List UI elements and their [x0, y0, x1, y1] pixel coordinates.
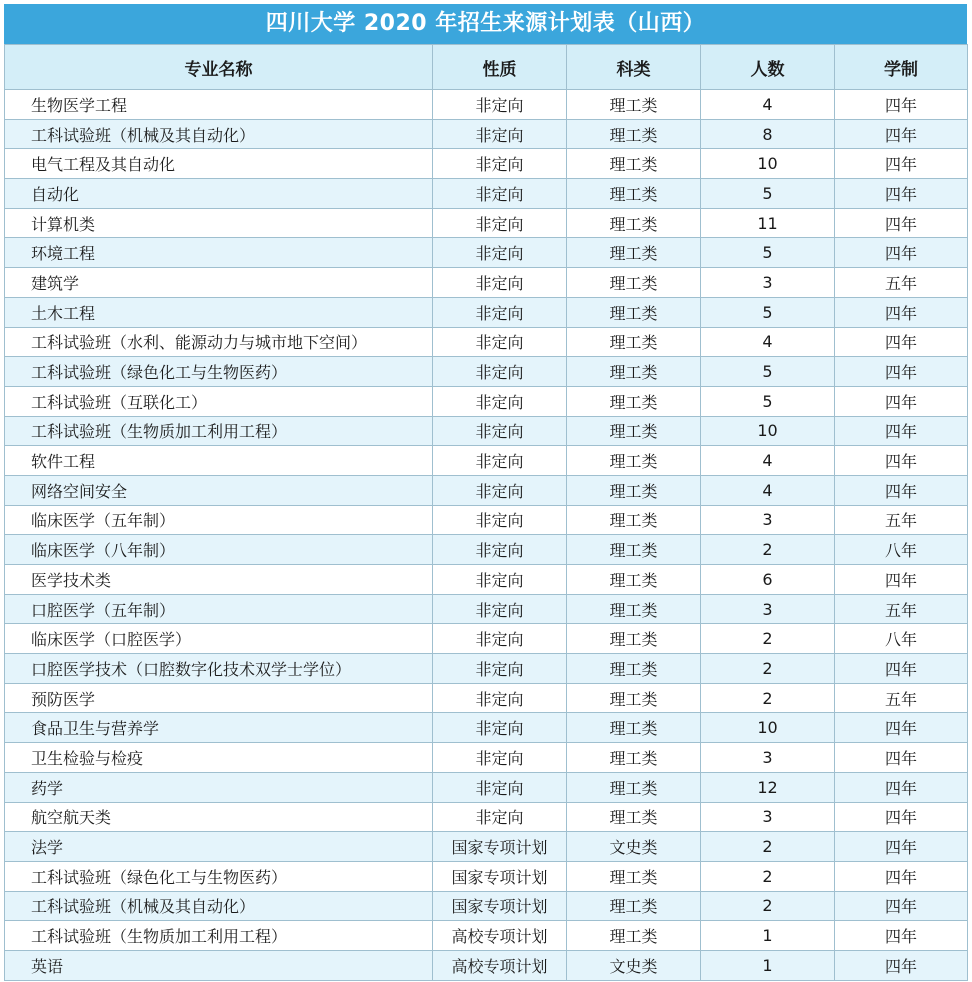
duration-cell: 四年	[835, 475, 968, 505]
subject-cell: 理工类	[567, 743, 701, 773]
count-cell: 2	[701, 832, 835, 862]
table-row	[5, 594, 968, 624]
subject-cell: 理工类	[567, 238, 701, 268]
nature-cell: 非定向	[433, 475, 567, 505]
nature-cell: 非定向	[433, 535, 567, 565]
subject-cell: 理工类	[567, 535, 701, 565]
count-cell: 6	[701, 565, 835, 595]
table-row	[5, 772, 968, 802]
count-cell: 10	[701, 713, 835, 743]
duration-cell: 四年	[835, 90, 968, 120]
duration-cell: 四年	[835, 802, 968, 832]
table-row	[5, 119, 968, 149]
table-row	[5, 446, 968, 476]
major-name-cell: 工科试验班（机械及其自动化）	[5, 891, 433, 921]
duration-cell: 四年	[835, 921, 968, 951]
major-name-cell: 工科试验班（机械及其自动化）	[5, 119, 433, 149]
nature-cell: 非定向	[433, 357, 567, 387]
table-row	[5, 624, 968, 654]
count-cell: 2	[701, 861, 835, 891]
nature-cell: 非定向	[433, 119, 567, 149]
count-cell: 2	[701, 654, 835, 684]
major-name-cell: 工科试验班（互联化工）	[5, 386, 433, 416]
table-row	[5, 179, 968, 209]
count-cell: 3	[701, 743, 835, 773]
table-row	[5, 654, 968, 684]
table-row	[5, 535, 968, 565]
table-row	[5, 921, 968, 951]
major-name-cell: 环境工程	[5, 238, 433, 268]
major-name-cell: 工科试验班（绿色化工与生物医药）	[5, 861, 433, 891]
table-title: 四川大学 2020 年招生来源计划表（山西）	[4, 4, 967, 44]
major-name-cell: 口腔医学技术（口腔数字化技术双学士学位）	[5, 654, 433, 684]
major-name-cell: 建筑学	[5, 268, 433, 298]
table-row	[5, 861, 968, 891]
table-row	[5, 802, 968, 832]
duration-cell: 四年	[835, 357, 968, 387]
subject-cell: 理工类	[567, 268, 701, 298]
major-name-cell: 医学技术类	[5, 565, 433, 595]
nature-cell: 非定向	[433, 386, 567, 416]
subject-cell: 理工类	[567, 565, 701, 595]
duration-cell: 四年	[835, 654, 968, 684]
nature-cell: 非定向	[433, 238, 567, 268]
duration-cell: 四年	[835, 238, 968, 268]
table-row	[5, 475, 968, 505]
duration-cell: 四年	[835, 386, 968, 416]
table-row	[5, 832, 968, 862]
count-cell: 5	[701, 238, 835, 268]
nature-cell: 非定向	[433, 446, 567, 476]
nature-cell: 非定向	[433, 713, 567, 743]
count-cell: 4	[701, 446, 835, 476]
duration-cell: 四年	[835, 179, 968, 209]
table-row	[5, 891, 968, 921]
nature-cell: 非定向	[433, 654, 567, 684]
subject-cell: 理工类	[567, 505, 701, 535]
count-cell: 4	[701, 475, 835, 505]
nature-cell: 非定向	[433, 149, 567, 179]
count-cell: 5	[701, 357, 835, 387]
table-row	[5, 268, 968, 298]
duration-cell: 四年	[835, 416, 968, 446]
count-cell: 10	[701, 416, 835, 446]
major-name-cell: 卫生检验与检疫	[5, 743, 433, 773]
count-cell: 1	[701, 950, 835, 980]
duration-cell: 四年	[835, 446, 968, 476]
column-header-major: 专业名称	[5, 45, 433, 90]
major-name-cell: 法学	[5, 832, 433, 862]
nature-cell: 高校专项计划	[433, 921, 567, 951]
duration-cell: 四年	[835, 861, 968, 891]
subject-cell: 理工类	[567, 683, 701, 713]
table-row	[5, 743, 968, 773]
subject-cell: 理工类	[567, 891, 701, 921]
enrollment-plan-table	[4, 44, 968, 981]
nature-cell: 非定向	[433, 802, 567, 832]
duration-cell: 四年	[835, 891, 968, 921]
subject-cell: 理工类	[567, 861, 701, 891]
count-cell: 5	[701, 386, 835, 416]
duration-cell: 四年	[835, 950, 968, 980]
subject-cell: 理工类	[567, 654, 701, 684]
column-header-nature: 性质	[433, 45, 567, 90]
major-name-cell: 生物医学工程	[5, 90, 433, 120]
subject-cell: 理工类	[567, 90, 701, 120]
table-row	[5, 297, 968, 327]
column-header-subject: 科类	[567, 45, 701, 90]
count-cell: 2	[701, 535, 835, 565]
table-row	[5, 357, 968, 387]
count-cell: 5	[701, 297, 835, 327]
subject-cell: 文史类	[567, 950, 701, 980]
nature-cell: 非定向	[433, 297, 567, 327]
count-cell: 3	[701, 505, 835, 535]
count-cell: 2	[701, 624, 835, 654]
duration-cell: 四年	[835, 565, 968, 595]
major-name-cell: 电气工程及其自动化	[5, 149, 433, 179]
major-name-cell: 航空航天类	[5, 802, 433, 832]
subject-cell: 理工类	[567, 624, 701, 654]
subject-cell: 理工类	[567, 208, 701, 238]
nature-cell: 非定向	[433, 772, 567, 802]
major-name-cell: 土木工程	[5, 297, 433, 327]
count-cell: 2	[701, 891, 835, 921]
duration-cell: 四年	[835, 297, 968, 327]
duration-cell: 五年	[835, 505, 968, 535]
count-cell: 1	[701, 921, 835, 951]
subject-cell: 文史类	[567, 832, 701, 862]
nature-cell: 高校专项计划	[433, 950, 567, 980]
nature-cell: 非定向	[433, 416, 567, 446]
count-cell: 5	[701, 179, 835, 209]
table-header	[5, 45, 968, 90]
nature-cell: 非定向	[433, 268, 567, 298]
duration-cell: 四年	[835, 149, 968, 179]
column-header-duration: 学制	[835, 45, 968, 90]
table-row	[5, 327, 968, 357]
duration-cell: 四年	[835, 743, 968, 773]
major-name-cell: 临床医学（口腔医学）	[5, 624, 433, 654]
subject-cell: 理工类	[567, 772, 701, 802]
table-row	[5, 505, 968, 535]
nature-cell: 非定向	[433, 743, 567, 773]
nature-cell: 国家专项计划	[433, 891, 567, 921]
major-name-cell: 工科试验班（生物质加工利用工程）	[5, 921, 433, 951]
subject-cell: 理工类	[567, 802, 701, 832]
table-row	[5, 950, 968, 980]
major-name-cell: 英语	[5, 950, 433, 980]
subject-cell: 理工类	[567, 594, 701, 624]
subject-cell: 理工类	[567, 297, 701, 327]
table-row	[5, 90, 968, 120]
subject-cell: 理工类	[567, 446, 701, 476]
duration-cell: 四年	[835, 327, 968, 357]
subject-cell: 理工类	[567, 149, 701, 179]
count-cell: 10	[701, 149, 835, 179]
table-row	[5, 208, 968, 238]
table-row	[5, 713, 968, 743]
count-cell: 4	[701, 327, 835, 357]
table-row	[5, 565, 968, 595]
major-name-cell: 药学	[5, 772, 433, 802]
major-name-cell: 自动化	[5, 179, 433, 209]
major-name-cell: 口腔医学（五年制）	[5, 594, 433, 624]
duration-cell: 五年	[835, 594, 968, 624]
duration-cell: 四年	[835, 713, 968, 743]
nature-cell: 非定向	[433, 90, 567, 120]
nature-cell: 非定向	[433, 594, 567, 624]
duration-cell: 八年	[835, 535, 968, 565]
duration-cell: 五年	[835, 683, 968, 713]
count-cell: 3	[701, 268, 835, 298]
duration-cell: 四年	[835, 772, 968, 802]
major-name-cell: 工科试验班（水利、能源动力与城市地下空间）	[5, 327, 433, 357]
nature-cell: 非定向	[433, 327, 567, 357]
nature-cell: 非定向	[433, 683, 567, 713]
duration-cell: 五年	[835, 268, 968, 298]
table-row	[5, 416, 968, 446]
subject-cell: 理工类	[567, 713, 701, 743]
duration-cell: 四年	[835, 208, 968, 238]
header-row	[5, 45, 968, 90]
major-name-cell: 预防医学	[5, 683, 433, 713]
table-row	[5, 238, 968, 268]
count-cell: 4	[701, 90, 835, 120]
subject-cell: 理工类	[567, 327, 701, 357]
duration-cell: 四年	[835, 119, 968, 149]
count-cell: 3	[701, 802, 835, 832]
major-name-cell: 临床医学（八年制）	[5, 535, 433, 565]
duration-cell: 八年	[835, 624, 968, 654]
count-cell: 8	[701, 119, 835, 149]
table-body	[5, 90, 968, 981]
subject-cell: 理工类	[567, 357, 701, 387]
table-row	[5, 149, 968, 179]
major-name-cell: 计算机类	[5, 208, 433, 238]
nature-cell: 非定向	[433, 208, 567, 238]
major-name-cell: 软件工程	[5, 446, 433, 476]
count-cell: 11	[701, 208, 835, 238]
table-row	[5, 386, 968, 416]
nature-cell: 国家专项计划	[433, 861, 567, 891]
major-name-cell: 工科试验班（生物质加工利用工程）	[5, 416, 433, 446]
table-row	[5, 683, 968, 713]
nature-cell: 非定向	[433, 565, 567, 595]
subject-cell: 理工类	[567, 386, 701, 416]
major-name-cell: 临床医学（五年制）	[5, 505, 433, 535]
count-cell: 3	[701, 594, 835, 624]
subject-cell: 理工类	[567, 416, 701, 446]
enrollment-plan-sheet	[4, 4, 967, 978]
count-cell: 12	[701, 772, 835, 802]
duration-cell: 四年	[835, 832, 968, 862]
nature-cell: 非定向	[433, 179, 567, 209]
column-header-count: 人数	[701, 45, 835, 90]
nature-cell: 非定向	[433, 505, 567, 535]
major-name-cell: 网络空间安全	[5, 475, 433, 505]
subject-cell: 理工类	[567, 179, 701, 209]
subject-cell: 理工类	[567, 475, 701, 505]
major-name-cell: 食品卫生与营养学	[5, 713, 433, 743]
nature-cell: 非定向	[433, 624, 567, 654]
subject-cell: 理工类	[567, 921, 701, 951]
count-cell: 2	[701, 683, 835, 713]
subject-cell: 理工类	[567, 119, 701, 149]
nature-cell: 国家专项计划	[433, 832, 567, 862]
major-name-cell: 工科试验班（绿色化工与生物医药）	[5, 357, 433, 387]
